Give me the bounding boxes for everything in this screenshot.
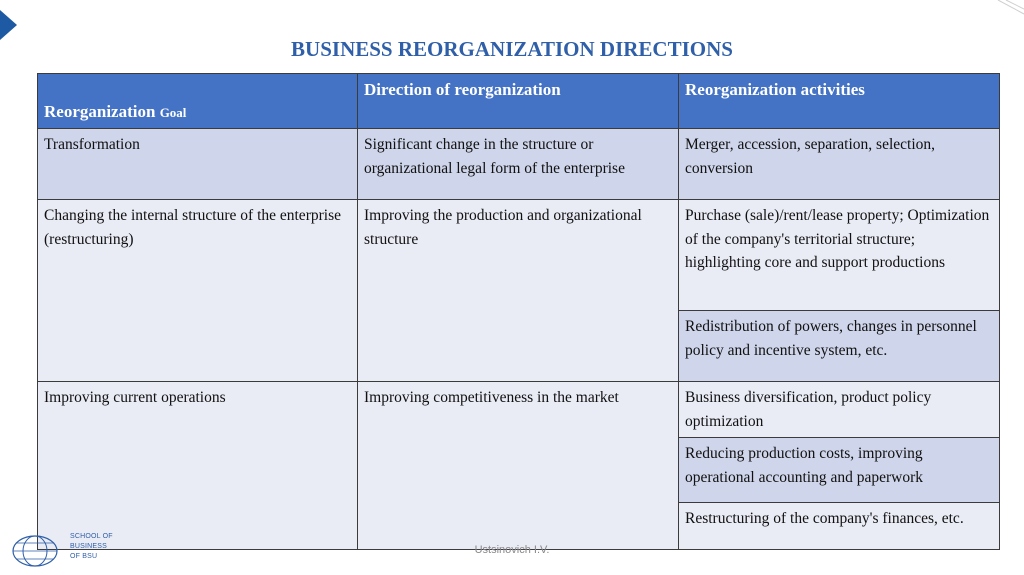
header-goal [38, 74, 358, 129]
row-activity: Purchase (sale)/rent/lease property; Optimization of the company's territorial structure; highlighting core and support productions [679, 200, 1000, 311]
logo-line: BUSINESS [70, 543, 107, 550]
row-direction: Significant change in the structure or organizational legal form of the enterprise [358, 129, 679, 200]
reorganization-table [37, 73, 1000, 550]
header-goal-main: Reorganization [44, 101, 156, 121]
slide-title: BUSINESS REORGANIZATION DIRECTIONS [291, 37, 733, 61]
table-row [38, 382, 1000, 438]
corner-arrow-icon [0, 10, 17, 40]
header-goal-small: Goal [159, 104, 187, 120]
header-activities: Reorganization activities [679, 74, 1000, 129]
logo-line: SCHOOL OF [70, 533, 113, 540]
footer-author: Ustsinovich I.V. [474, 544, 550, 556]
row-activity: Business diversification, product policy optimization [679, 382, 1000, 438]
row-activity: Redistribution of powers, changes in personnel policy and incentive system, etc. [679, 311, 1000, 382]
row-activity: Merger, accession, separation, selection, conversion [679, 129, 1000, 200]
table-header-row [38, 74, 1000, 129]
table-row [38, 200, 1000, 311]
row-goal: Changing the internal structure of the enterprise (restructuring) [38, 200, 358, 382]
row-direction: Improving competitiveness in the market [358, 382, 679, 550]
corner-decoration [990, 0, 1024, 22]
row-activity: Restructuring of the company's finances, etc. [679, 503, 1000, 550]
row-activity: Reducing production costs, improving operational accounting and paperwork [679, 438, 1000, 503]
header-direction: Direction of reorganization [358, 74, 679, 129]
row-goal: Transformation [38, 129, 358, 200]
logo-line: OF BSU [70, 553, 98, 560]
table-row [38, 129, 1000, 200]
row-direction: Improving the production and organizational structure [358, 200, 679, 382]
row-goal: Improving current operations [38, 382, 358, 550]
